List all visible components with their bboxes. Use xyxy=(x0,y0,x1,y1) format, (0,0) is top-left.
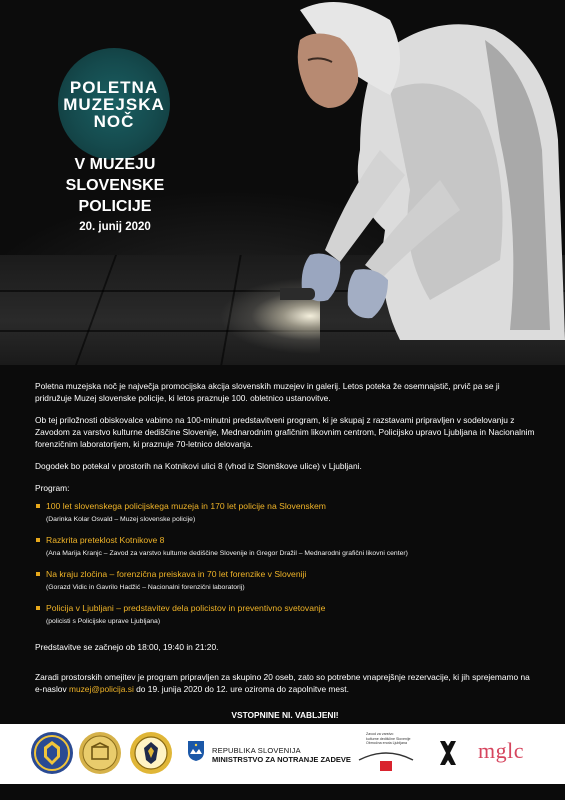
zavod-text-line: kulturne dediščine Slovenije xyxy=(366,736,411,741)
hero-photo xyxy=(0,0,565,365)
event-title-line: SLOVENSKE POLICIJE xyxy=(65,177,165,215)
program-item xyxy=(35,602,535,627)
mglc-logo: mglc xyxy=(478,738,524,763)
event-date: 20. junij 2020 xyxy=(79,221,151,233)
logo-text-line: MUZEJSKA xyxy=(63,94,165,114)
zavod-logo-mark-icon xyxy=(356,748,416,774)
reservation-text-end: do 19. junija 2020 do 12. ure oziroma do zapolnitve mest. xyxy=(133,684,349,694)
program-item-title: Na kraju zločina – forenzična preiskava in 70 let forenzike v Sloveniji xyxy=(46,569,307,579)
program-item xyxy=(35,568,535,593)
footer-bottom-bar xyxy=(0,784,565,800)
program-item-presenter: (Ana Marija Kranjc – Zavod za varstvo kulturne dediščine Slovenije in Gregor Dražil – Mednarodni grafični likovni center) xyxy=(46,550,408,557)
program-item-presenter: (Darinka Kolar Osvald – Muzej slovenske policije) xyxy=(46,516,196,523)
police-museum-badge-icon xyxy=(30,731,74,775)
program-item-title: 100 let slovenskega policijskega muzeja in 170 let policije na Slovenskem xyxy=(46,501,326,511)
intro-paragraph: Poletna muzejska noč je največja promocijska akcija slovenskih muzejev in galerij. Letos poteka že osemnajstič, prvič pa se ji pridružuje Muzej slovenske policije, ki letos praznuje 100. obletnico ustanovitve. xyxy=(35,381,500,403)
program-item-title: Policija v Ljubljani – predstavitev dela policistov in preventivno svetovanje xyxy=(46,603,326,613)
poletna-muzejska-noc-logo xyxy=(58,48,170,160)
program-item-presenter: (policisti s Policijske uprave Ljubljana) xyxy=(46,618,161,625)
reservation-paragraph xyxy=(35,671,535,695)
ministry-name-text: MINISTRSTVO ZA NOTRANJE ZADEVE xyxy=(212,755,351,764)
logo-text-line: NOČ xyxy=(93,111,135,131)
zavod-logo-text xyxy=(366,732,428,746)
program-intro-paragraph: Ob tej priložnosti obiskovalce vabimo na 100-minutni predstavitveni program, ki je skupaj z razstavami pripravljen v sodelovanju z Zavodom za varstvo kulturne dediščine Slovenije, Mednarodnim grafičnim likovnim centrom, Policijsko upravo Ljubljana in Nacionalnim forenzičnim laboratorijem, ki praznuje 70-letnico delovanja. xyxy=(35,415,535,449)
zavod-text-line: Območna enota Ljubljana xyxy=(366,741,407,746)
police-emblem-icon xyxy=(129,729,173,777)
republika-slovenija-text: REPUBLIKA SLOVENIJA xyxy=(212,746,301,755)
program-item xyxy=(35,534,535,559)
reservation-text: Zaradi prostorskih omejitev je program pripravljen za skupino 20 oseb, zato so potrebne vnaprejšnje rezervacije, ki jih sprejemamo na e-naslov xyxy=(35,672,530,694)
program-item xyxy=(35,500,535,525)
slovenia-coat-of-arms-icon xyxy=(187,740,205,762)
event-title-line: V MUZEJU xyxy=(74,156,156,173)
event-title xyxy=(50,154,180,217)
closing-line: VSTOPNINE NI. VABLJENI! xyxy=(231,710,339,720)
reservation-email-link[interactable]: muzej@policija.si xyxy=(68,684,134,694)
bracket-emblem-icon xyxy=(438,739,458,767)
ministry-logo-text xyxy=(212,746,351,764)
program-item-presenter: (Gorazd Vidic in Gavrilo Hadžić – Nacionalni forenzični laboratorij) xyxy=(46,584,245,591)
forensic-lab-seal-icon xyxy=(78,731,122,775)
zavod-text-line: Zavod za varstvo xyxy=(366,732,394,736)
presentation-times: Predstavitve se začnejo ob 18:00, 19:40 in 21:20. xyxy=(35,642,219,652)
invitation-body xyxy=(35,380,535,721)
forensic-investigator-figure xyxy=(280,0,565,340)
program-item-title: Razkrita preteklost Kotnikove 8 xyxy=(46,535,165,545)
program-label: Program: xyxy=(35,483,70,493)
logo-text-line: POLETNA xyxy=(69,77,159,97)
location-paragraph: Dogodek bo potekal v prostorih na Kotnikovi ulici 8 (vhod iz Slomškove ulice) v Ljubljani. xyxy=(35,461,362,471)
